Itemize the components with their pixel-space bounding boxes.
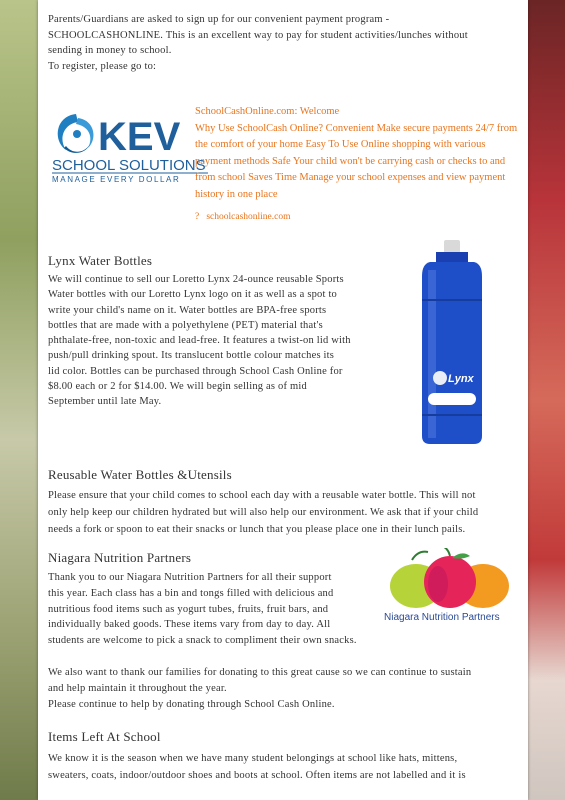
lynx-cat-icon: [433, 371, 447, 385]
lynx-line: lid color. Bottles can be purchased through School Cash Online for: [48, 365, 343, 377]
background-right: [528, 0, 565, 800]
school-cash-title[interactable]: SchoolCashOnline.com: Welcome: [195, 106, 340, 117]
lynx-line: push/pull drinking spout. Its translucent bottle colour matches its: [48, 350, 335, 362]
lynx-line: phthalate-free, non-toxic and lead-free. It features a twist-on lid with: [48, 335, 351, 347]
school-cash-description: Why Use SchoolCash Online? Convenient Make secure payments 24/7 from the comfort of your home Easy To Use Online shopping with various payment methods Safe Your child won't be carrying cash or checks to and from school Saves Time Manage your school expenses and view payment history in one place: [195, 122, 518, 200]
kev-swirl-icon: [58, 114, 94, 153]
reusable-line: needs a fork or spoon to eat their snacks or lunch that you please place one in their lunch pails.: [48, 524, 466, 535]
items-line: We know it is the season when we have many student belongings at school like hats, mittens,: [48, 753, 458, 764]
items-left-paragraph: [48, 750, 523, 784]
thanks-line: Please continue to help by donating through School Cash Online.: [48, 698, 335, 710]
background-left: [0, 0, 40, 800]
niagara-nutrition-logo: [378, 548, 518, 630]
link-bullet-icon: ?: [195, 212, 200, 222]
lynx-line: September until late May.: [48, 396, 162, 408]
niagara-paragraph: [48, 570, 378, 649]
reusable-paragraph: [48, 487, 523, 538]
intro-line: sending in money to school.: [48, 45, 172, 56]
lynx-paragraph: [48, 272, 378, 410]
items-line: sweaters, coats, indoor/outdoor shoes and boots at school. Often items are not labelled and it is: [48, 770, 466, 781]
niagara-line: this year. Each class has a bin and tongs filled with delicious and: [48, 587, 334, 599]
fruit-icon: [378, 548, 518, 610]
kev-school-solutions-text: SCHOOL SOLUTIONS: [52, 157, 206, 174]
niagara-line: individually baked goods. These items vary from day to day. All: [48, 619, 331, 631]
lynx-line: bottles that are made with a polyethylene (PET) material that's: [48, 319, 323, 331]
kev-tagline: MANAGE EVERY DOLLAR: [52, 175, 181, 184]
lynx-line: We will continue to sell our Loretto Lynx 24-ounce reusable Sports: [48, 274, 344, 285]
lynx-line: $8.00 each or 2 for $14.00. We will begin selling as of mid: [48, 381, 307, 393]
school-cash-link[interactable]: schoolcashonline.com: [206, 212, 291, 222]
lynx-line: write your child's name on it. Water bottles are BPA-free sports: [48, 304, 327, 316]
thanks-line: and help maintain it throughout the year.: [48, 682, 227, 694]
reusable-line: only help keep our children hydrated but will also help our environment. We ask that if your child: [48, 507, 479, 518]
reusable-heading: Reusable Water Bottles &Utensils: [48, 467, 232, 482]
niagara-line: nutritious food items such as yogurt tubes, fruits, fruit bars, and: [48, 603, 329, 615]
niagara-line: students are welcome to pick a snack to compliment their own snacks.: [48, 635, 357, 647]
niagara-line: Thank you to our Niagara Nutrition Partners for all their support: [48, 572, 332, 583]
niagara-heading: Niagara Nutrition Partners: [48, 550, 192, 565]
lynx-line: Water bottles with our Loretto Lynx logo on it as well as a spot to: [48, 289, 338, 301]
lynx-heading: Lynx Water Bottles: [48, 253, 153, 268]
niagara-thanks-paragraph: [48, 665, 523, 712]
school-cash-link-row[interactable]: [195, 212, 291, 222]
water-bottle-image: [414, 240, 490, 446]
niagara-logo-label: Niagara Nutrition Partners: [384, 612, 500, 623]
kev-wordmark: KEV: [98, 115, 181, 159]
kev-school-solutions-logo[interactable]: [48, 104, 212, 184]
reusable-line: Please ensure that your child comes to school each day with a reusable water bottle. This will not: [48, 490, 476, 501]
intro-line: To register, please go to:: [48, 60, 157, 72]
intro-line: SCHOOLCASHONLINE. This is an excellent way to pay for student activities/lunches without: [48, 29, 468, 41]
bottle-logo-text: Lynx: [448, 373, 474, 385]
newsletter-page: [38, 0, 528, 800]
intro-line: Parents/Guardians are asked to sign up for our convenient payment program -: [48, 14, 390, 25]
intro-paragraph: [48, 12, 468, 74]
items-left-heading: Items Left At School: [48, 729, 161, 744]
thanks-line: We also want to thank our families for donating to this great cause so we can continue to sustain: [48, 667, 472, 678]
school-cash-preview[interactable]: [195, 104, 520, 203]
